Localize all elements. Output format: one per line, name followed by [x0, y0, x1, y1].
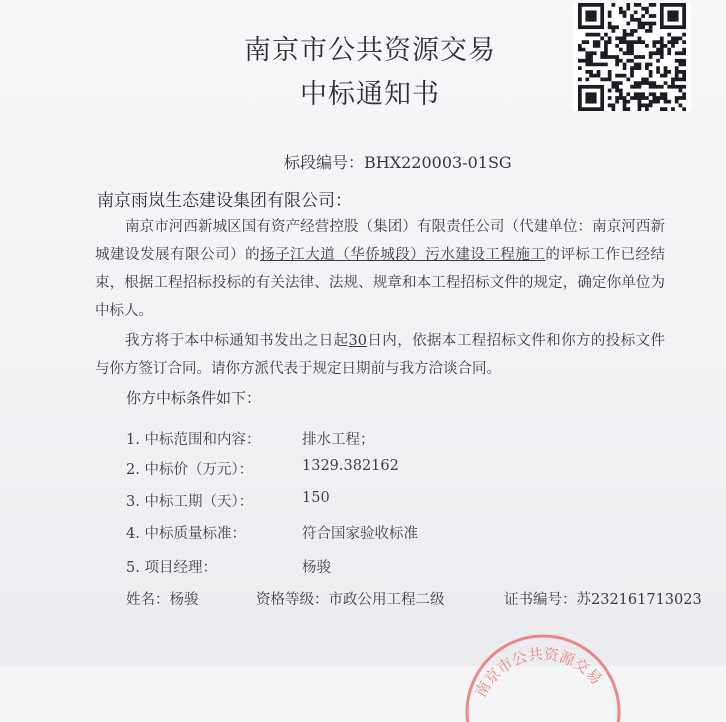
paragraph-contract	[95, 327, 665, 383]
addressee: 南京雨岚生态建设集团有限公司：	[97, 191, 352, 211]
qualification-value: 市政公用工程二级	[328, 592, 445, 608]
qualification	[256, 588, 445, 609]
contract-days: 30	[348, 333, 367, 349]
tender-code-label: 标段编号：	[284, 153, 365, 172]
tender-code-line	[284, 150, 512, 173]
tender-code: BHX220003-01SG	[364, 153, 512, 172]
paragraph-award	[95, 213, 665, 325]
paragraph-award-rest: 的评标工作已经结束，根据工程招标投标的有关法律、法规、规章和本工程招标文件的规定，确定你单位为中标人。	[95, 247, 666, 319]
paragraph-contract-b: 日内，依据本工程招标文件和你方的投标文件与你方签订合同。请你方派代表于规定日期前与我方洽谈合同。	[95, 333, 666, 377]
certificate	[504, 588, 702, 609]
manager-name-value: 杨骏	[169, 592, 199, 608]
condition-value: 150	[302, 490, 330, 506]
certificate-value: 苏232161713023	[576, 592, 702, 608]
condition-value: 符合国家验收标准	[302, 526, 418, 542]
condition-label: 5. 项目经理：	[126, 560, 217, 576]
condition-value: 1329.382162	[302, 458, 399, 474]
project-name: 扬子江大道（华侨城段）污水建设工程施工	[260, 247, 546, 263]
title-line-2: 中标通知书	[300, 79, 440, 110]
manager-name	[126, 588, 199, 609]
condition-label: 1. 中标范围和内容：	[126, 432, 261, 448]
condition-label: 2. 中标价（万元）：	[126, 462, 254, 478]
qr-code-icon	[573, 3, 691, 111]
condition-label: 3. 中标工期（天）：	[126, 494, 254, 510]
paragraph-contract-a: 我方将于本中标通知书发出之日起	[125, 333, 349, 349]
paragraph-award-intro: 南京市河西新城区国有资产经营控股（集团）有限责任公司（代建单位：南京河西新城建设发展有限公司）的	[95, 219, 665, 263]
condition-value: 排水工程；	[302, 432, 375, 448]
manager-name-label: 姓名：	[126, 592, 170, 608]
title-line-1: 南京市公共资源交易	[244, 35, 496, 66]
svg-text:南京市公共资源交易: 南京市公共资源交易	[471, 644, 606, 701]
conditions-intro: 你方中标条件如下：	[126, 389, 262, 407]
qualification-label: 资格等级：	[256, 592, 329, 608]
condition-label: 4. 中标质量标准：	[126, 526, 246, 542]
official-seal-icon	[458, 612, 628, 722]
condition-value: 杨骏	[302, 560, 331, 576]
certificate-label: 证书编号：	[504, 592, 577, 608]
